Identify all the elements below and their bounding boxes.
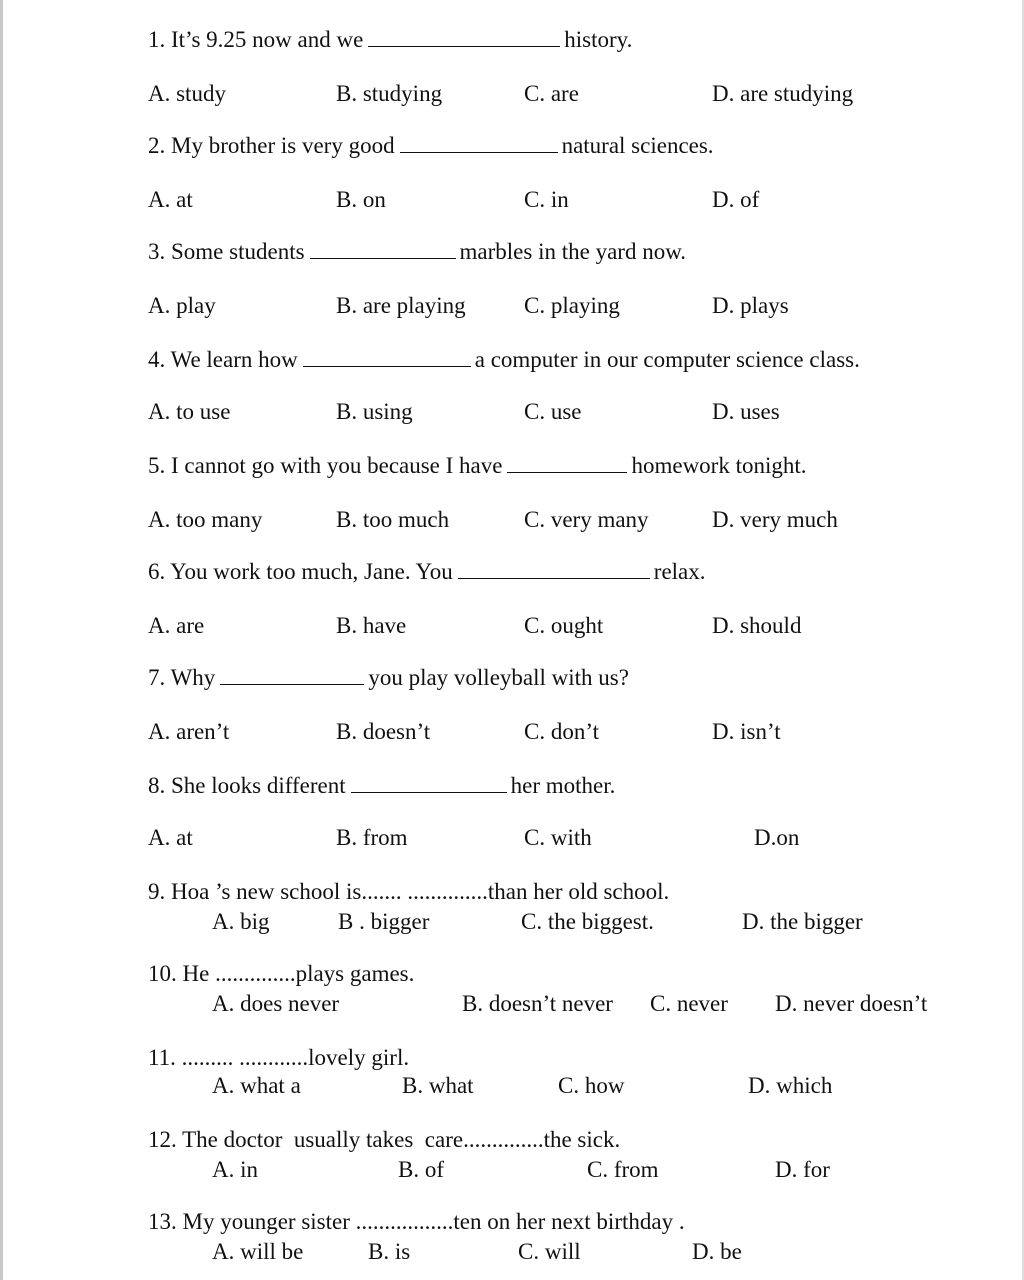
question-number: 1. xyxy=(148,27,166,52)
question-text: The doctor usually takes care..............the sick. xyxy=(176,1127,621,1152)
question-text-before: She looks different xyxy=(171,773,346,798)
option-a: A. at xyxy=(148,825,193,850)
question-text-before: It’s 9.25 now and we xyxy=(171,27,364,52)
question-6 xyxy=(148,558,706,586)
question-text-before: We learn how xyxy=(170,347,298,372)
question-text-after: her mother. xyxy=(510,773,616,798)
question-text: He ..............plays games. xyxy=(182,961,415,986)
question-text-before: Why xyxy=(170,665,216,690)
option-b: B. have xyxy=(336,613,407,638)
question-number: 10. xyxy=(148,961,177,986)
option-d: D. of xyxy=(712,187,760,212)
option-b: B. is xyxy=(368,1239,411,1264)
option-c: C. use xyxy=(524,399,582,424)
option-c: C. don’t xyxy=(524,719,599,744)
option-a: A. play xyxy=(148,293,216,318)
option-a: A. does never xyxy=(212,991,340,1016)
option-c: C. how xyxy=(558,1073,625,1098)
option-b: B. of xyxy=(398,1157,444,1182)
option-c: C. in xyxy=(524,187,569,212)
option-d: D. are studying xyxy=(712,81,854,106)
option-d: D. uses xyxy=(712,399,780,424)
option-a: A. at xyxy=(148,187,193,212)
option-b: B. what xyxy=(402,1073,474,1098)
answer-blank xyxy=(507,454,627,473)
question-1 xyxy=(148,26,632,54)
question-text-after: a computer in our computer science class. xyxy=(474,347,860,372)
option-d: D. which xyxy=(748,1073,833,1098)
question-number: 8. xyxy=(148,773,166,798)
question-7 xyxy=(148,664,629,692)
option-c: C. playing xyxy=(524,293,620,318)
option-a: A. are xyxy=(148,613,205,638)
option-b: B. doesn’t xyxy=(336,719,431,744)
option-b: B. on xyxy=(336,187,386,212)
answer-blank xyxy=(310,240,456,259)
option-a: A. too many xyxy=(148,507,263,532)
answer-blank xyxy=(220,666,364,685)
option-b: B. doesn’t never xyxy=(462,991,613,1016)
question-number: 4. xyxy=(148,347,166,372)
page-left-border xyxy=(0,0,3,1280)
answer-blank xyxy=(400,134,558,153)
question-5 xyxy=(148,452,807,480)
question-text-before: You work too much, Jane. You xyxy=(170,559,453,584)
question-text-after: relax. xyxy=(653,559,706,584)
question-text: ......... ............lovely girl. xyxy=(181,1045,410,1070)
option-c: C. never xyxy=(650,991,728,1016)
question-text-after: you play volleyball with us? xyxy=(368,665,629,690)
question-number: 6. xyxy=(148,559,166,584)
question-11 xyxy=(148,1044,409,1072)
option-c: C. from xyxy=(587,1157,659,1182)
question-text-before: Some students xyxy=(171,239,305,264)
question-number: 3. xyxy=(148,239,166,264)
option-a: A. in xyxy=(212,1157,258,1182)
option-a: A. to use xyxy=(148,399,231,424)
question-8 xyxy=(148,772,615,800)
option-c: C. ought xyxy=(524,613,604,638)
answer-blank xyxy=(368,28,560,47)
question-text-before: I cannot go with you because I have xyxy=(171,453,503,478)
question-2 xyxy=(148,132,714,160)
answer-blank xyxy=(351,774,507,793)
question-10 xyxy=(148,960,414,988)
option-a: A. what a xyxy=(212,1073,301,1098)
option-a: A. will be xyxy=(212,1239,304,1264)
option-d: D. be xyxy=(692,1239,742,1264)
option-c: C. are xyxy=(524,81,579,106)
question-4 xyxy=(148,346,860,374)
option-c: C. very many xyxy=(524,507,649,532)
option-c: C. the biggest. xyxy=(521,909,654,934)
option-b: B. are playing xyxy=(336,293,466,318)
question-number: 2. xyxy=(148,133,166,158)
option-d: D. should xyxy=(712,613,802,638)
option-a: A. aren’t xyxy=(148,719,230,744)
question-text-after: history. xyxy=(564,27,633,52)
option-d: D. the bigger xyxy=(742,909,863,934)
question-number: 12. xyxy=(148,1127,177,1152)
option-b: B . bigger xyxy=(338,909,430,934)
option-d: D. for xyxy=(775,1157,830,1182)
question-number: 7. xyxy=(148,665,166,690)
option-b: B. from xyxy=(336,825,408,850)
question-text-after: natural sciences. xyxy=(561,133,714,158)
option-a: A. study xyxy=(148,81,226,106)
answer-blank xyxy=(303,348,471,367)
question-number: 13. xyxy=(148,1209,177,1234)
question-3 xyxy=(148,238,686,266)
answer-blank xyxy=(458,560,650,579)
question-text-after: marbles in the yard now. xyxy=(459,239,687,264)
option-b: B. studying xyxy=(336,81,443,106)
question-number: 9. xyxy=(148,879,166,904)
option-b: B. too much xyxy=(336,507,450,532)
option-c: C. with xyxy=(524,825,592,850)
question-number: 11. xyxy=(148,1045,176,1070)
option-a: A. big xyxy=(212,909,270,934)
question-13 xyxy=(148,1208,685,1236)
option-b: B. using xyxy=(336,399,413,424)
option-d: D.on xyxy=(754,825,800,850)
option-d: D. never doesn’t xyxy=(775,991,928,1016)
option-c: C. will xyxy=(518,1239,581,1264)
question-12 xyxy=(148,1126,620,1154)
question-number: 5. xyxy=(148,453,166,478)
option-d: D. very much xyxy=(712,507,838,532)
question-text-before: My brother is very good xyxy=(171,133,395,158)
question-9 xyxy=(148,878,669,906)
option-d: D. isn’t xyxy=(712,719,781,744)
question-text: Hoa ’s new school is....... ..............than her old school. xyxy=(171,879,670,904)
question-text: My younger sister .................ten on her next birthday . xyxy=(182,1209,685,1234)
option-d: D. plays xyxy=(712,293,789,318)
question-text-after: homework tonight. xyxy=(631,453,807,478)
